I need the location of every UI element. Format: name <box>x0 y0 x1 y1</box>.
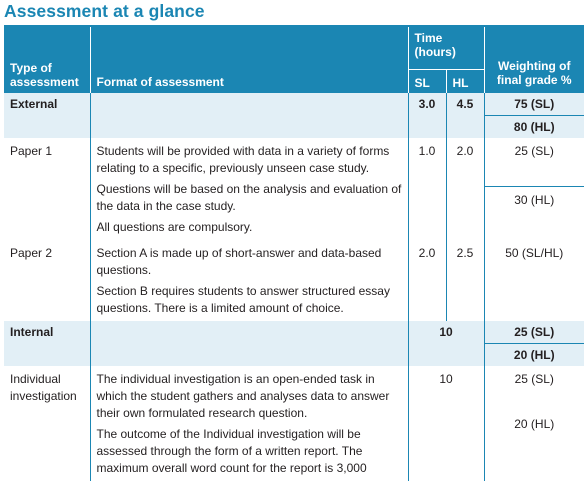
external-label: External <box>4 93 90 138</box>
internal-time: 10 <box>408 321 484 366</box>
external-weight-sl: 75 (SL) <box>484 93 584 116</box>
assessment-table <box>4 27 584 481</box>
individual-text-1: The individual investigation is an open-ended task in which the student gathers and analyses data to answer their own formulated research question. <box>96 372 390 420</box>
individual-weight-sl: 25 (SL) <box>514 372 554 386</box>
paper2-row <box>4 240 584 321</box>
individual-weights <box>484 366 584 481</box>
header-sl: SL <box>408 70 446 94</box>
individual-time: 10 <box>408 366 484 481</box>
individual-format <box>90 366 408 481</box>
header-time: Time (hours) <box>408 27 484 70</box>
page-title: Assessment at a glance <box>4 1 205 21</box>
internal-row <box>4 321 584 344</box>
paper2-hl: 2.5 <box>446 240 484 321</box>
paper1-text-3: All questions are compulsory. <box>96 220 253 234</box>
paper1-hl: 2.0 <box>446 138 484 240</box>
header-format: Format of assessment <box>90 27 408 93</box>
paper2-text-2: Section B requires students to answer structured essay questions. There is a limited amount of choice. <box>96 284 390 315</box>
paper1-sl: 1.0 <box>408 138 446 240</box>
internal-weight-hl: 20 (HL) <box>484 344 584 367</box>
header-type: Type of assessment <box>4 27 90 93</box>
external-weight-hl: 80 (HL) <box>484 116 584 139</box>
external-sl: 3.0 <box>408 93 446 138</box>
individual-weight-hl: 20 (HL) <box>514 417 555 431</box>
paper1-label: Paper 1 <box>4 138 90 240</box>
paper2-weight: 50 (SL/HL) <box>505 246 564 260</box>
external-row <box>4 93 584 116</box>
paper1-format <box>90 138 408 240</box>
paper1-weights <box>484 138 584 240</box>
paper2-sl: 2.0 <box>408 240 446 321</box>
paper2-text-1: Section A is made up of short-answer and data-based questions. <box>96 246 382 277</box>
internal-weight-sl: 25 (SL) <box>484 321 584 344</box>
external-hl: 4.5 <box>446 93 484 138</box>
paper1-text-1: Students will be provided with data in a variety of forms relating to a specific, previously unseen case study. <box>96 144 390 175</box>
paper2-format <box>90 240 408 321</box>
individual-label: Individual investigation <box>4 366 90 481</box>
paper1-weight-hl: 30 (HL) <box>485 186 585 209</box>
paper1-weight-sl: 25 (SL) <box>514 144 554 158</box>
internal-label: Internal <box>4 321 90 366</box>
individual-text-2: The outcome of the Individual investigation will be assessed through the form of a written report. The maximum overall word count for the report is 3,000 <box>96 427 367 475</box>
paper1-row <box>4 138 584 240</box>
header-hl: HL <box>446 70 484 94</box>
header-weighting: Weighting of final grade % <box>484 27 584 93</box>
paper1-text-2: Questions will be based on the analysis and evaluation of the data in the case study. <box>96 182 402 213</box>
paper2-label: Paper 2 <box>4 240 90 321</box>
individual-row <box>4 366 584 481</box>
